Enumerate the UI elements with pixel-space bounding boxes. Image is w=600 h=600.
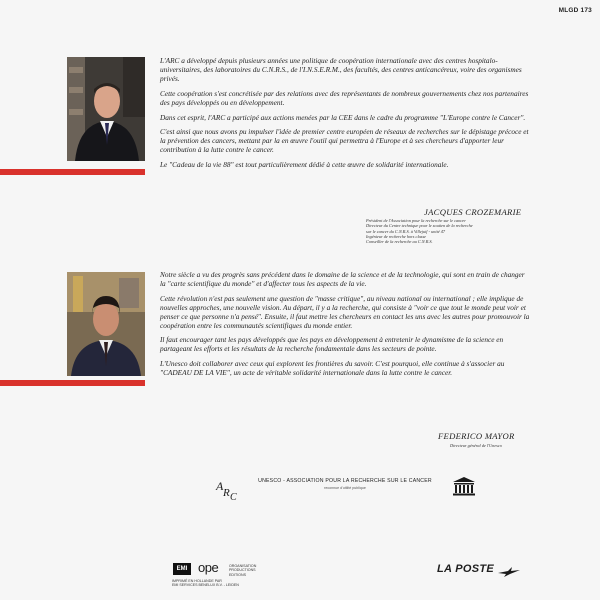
- signature-mayor: FEDERICO MAYOR: [438, 431, 515, 441]
- paragraph: Le "Cadeau de la vie 88" est tout particulièrement dédié à cette œuvre de solidarité internationale.: [160, 160, 449, 170]
- bird-icon: [498, 564, 520, 582]
- printed-by: [172, 579, 252, 588]
- red-accent-bar-1: [0, 169, 145, 175]
- signatory-titles: [366, 218, 536, 244]
- footer-association: [240, 478, 450, 490]
- paragraph: Dans cet esprit, l'ARC a participé aux actions menées par la CEE dans le cadre du programme "L'Europe contre le Cancer".: [160, 112, 526, 122]
- catalog-number: MLGD 173: [558, 7, 592, 14]
- red-accent-bar-2: [0, 380, 145, 386]
- ope-logo: ope: [198, 560, 219, 575]
- arc-logo: [214, 476, 240, 507]
- portrait-photo-crozemarie: [67, 57, 145, 161]
- portrait-photo-mayor: [67, 272, 145, 376]
- arc-logo-letter-a: A: [216, 479, 224, 493]
- ope-subtitle: ORGANISATION PRODUCTIONS EDITIONS: [229, 564, 257, 577]
- paragraph: Cette révolution n'est pas seulement une question de "masse critique", au niveau national ou international ; elle implique de nouvelles approches, une nouvelle vision. Au départ, il y a la recherche, qui consiste à "voir ce que tout le monde peut voir et penser ce que personne n'a pensé". Ensuite, il faut mettre les chercheurs en contact les uns avec les autres pour promouvoir la coopération entre les communautés scientifiques du monde entier.: [160, 293, 530, 330]
- signatory-title: Directeur général de l'Unesco: [450, 443, 502, 448]
- printed-line: EMI SERVICES BENELUX B.V. - LEIDEN: [172, 583, 239, 588]
- laposte-logo: [437, 563, 494, 575]
- paragraph: L'ARC a développé depuis plusieurs années une politique de coopération internationale avec des centres hospitalo-universitaires, des laboratoires du C.N.R.S., de l'I.N.S.E.R.M., des facultés, des centres anticancéreux, voire des organismes privés.: [160, 56, 522, 83]
- paragraph: Notre siècle a vu des progrès sans précédent dans le domaine de la science et de la technologie, qui sont en train de changer la "carte scientifique du monde" et d'affecter tous les aspects de la vie.: [160, 270, 525, 288]
- printed-line: IMPRIMÉ EN HOLLANDE PAR: [172, 579, 222, 583]
- signature-crozemarie: JACQUES CROZEMARIE: [424, 207, 522, 217]
- paragraph: Il faut encourager tant les pays développés que les pays en développement à entretenir le dynamisme de la science en partageant les efforts et les résultats de la recherche fondamentale dans les secteurs de pointe.: [160, 335, 504, 354]
- title-line: Ingénieur de recherche hors classe: [366, 233, 427, 239]
- arc-logo-letter-c: C: [230, 492, 237, 502]
- paragraph: L'Unesco doit collaborer avec ceux qui explorent les frontières du savoir. C'est pourquoi, elle continue à s'associer au "CADEAU DE LA VIE", un acte de véritable solidarité internationale dans la lutte contre le cancer.: [160, 359, 505, 378]
- paragraph: Cette coopération s'est concrétisée par des relations avec des représentants de nombreux gouvernements chez nos partenaires des pays développés ou en développement.: [160, 88, 529, 107]
- unesco-temple-icon: [452, 476, 476, 501]
- arc-statement: [160, 57, 530, 176]
- arc-logo-letter-r: R: [223, 487, 230, 499]
- association-title: UNESCO - ASSOCIATION POUR LA RECHERCHE SUR LE CANCER: [258, 478, 432, 484]
- laposte-text: LA POSTE: [437, 563, 494, 575]
- title-line: Président de l'Association pour la recherche sur le cancer: [366, 218, 466, 223]
- association-subtitle: reconnue d'utilité publique: [324, 486, 366, 490]
- title-line: sur le cancer du C.N.R.S. à Villejuif - unité 47: [366, 228, 446, 234]
- title-line: Conseiller de la recherche au C.N.R.S.: [366, 239, 433, 245]
- emi-logo: EMI: [173, 563, 191, 575]
- title-line: Directeur du Centre technique pour le soutien de la recherche: [366, 223, 473, 229]
- paragraph: C'est ainsi que nous avons pu impulser l'idée de premier centre européen de réseaux de recherches sur le dépistage précoce et la prévention des cancers, mettant par la en œuvre l'outil qui permettra à l'Europe et à ses chercheurs d'apporter leur contribution à la lutte contre le cancer.: [160, 127, 529, 155]
- unesco-statement: [160, 271, 530, 384]
